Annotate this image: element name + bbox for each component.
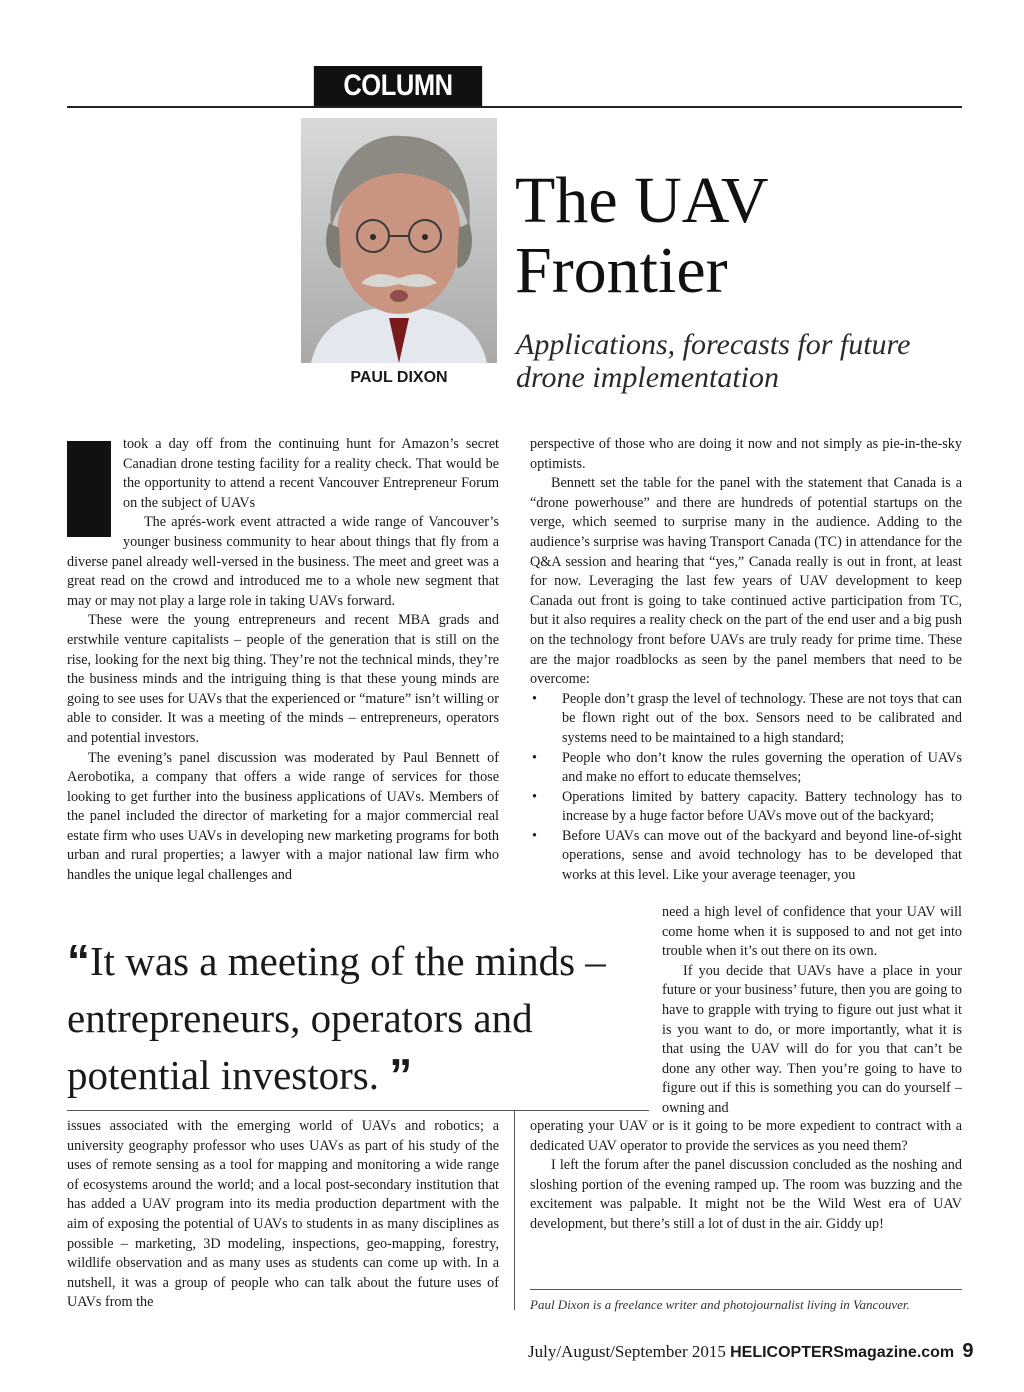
bio-rule (530, 1289, 962, 1290)
body-left-column-lower (67, 1117, 499, 1313)
author-bio: Paul Dixon is a freelance writer and photojournalist living in Vancouver. (530, 1297, 910, 1312)
subtitle-line-2: drone implementation (516, 361, 780, 394)
paragraph: operating your UAV or is it going to be more expedient to contract with a dedicated UAV operator to provide the services as you need them? (530, 1118, 962, 1154)
body-right-column-continued (662, 903, 962, 1119)
paragraph: Bennett set the table for the panel with the statement that Canada is a “drone powerhouse” and there are hundreds of potential startups on the verge, which seemed to surprise many in the audience. Adding to the audience’s surprise was having Transport Canada (TC) in attendance for the Q&A session and hearing that “yes,” Canada really is out in front, at least for now. Leveraging the last few years of UAV development to keep Canada out front is going to take continued active participation from TC, but it also requires a reality check on the part of the end user and a big push on the technology front before UAVs are truly ready for prime time. These are the major roadblocks as seen by the panel members that need to be overcome: (530, 475, 962, 688)
list-item: • People don’t grasp the level of technology. These are not toys that can be flown right out of the box. Sensors need to be calibrated and systems need to be maintained to a high standard; (530, 690, 962, 749)
author-name: PAUL DIXON (350, 369, 448, 386)
list-item: • Before UAVs can move out of the backyard and beyond line-of-sight operations, sense and avoid technology has to be developed that works at this level. Like your average teenager, you (530, 827, 962, 886)
pull-quote (67, 933, 627, 1104)
paragraph: These were the young entrepreneurs and recent MBA grads and erstwhile venture capitalists – people of the generation that is still on the rise, looking for the next big thing. They’re not the technical minds, they’re the business minds and the intriguing thing is that these young minds are going to see uses for UAVs that the experienced or “mature” isn’t willing or able to consider. It was a meeting of the minds – entrepreneurs, operators and potential investors. (67, 612, 499, 746)
body-right-column-lower (530, 1117, 962, 1235)
drop-cap (67, 441, 111, 537)
list-item: • People who don’t know the rules governing the operation of UAVs and make no effort to educate themselves; (530, 749, 962, 788)
paragraph: The aprés-work event attracted a wide range of Vancouver’s younger business community to hear about things that fly from a diverse panel already well-versed in the business. The meet and greet was a great read on the crowd and introduced me to a whole new segment that may or may not play a large role in taking UAVs forward. (67, 514, 499, 609)
pull-quote-rule (67, 1110, 649, 1111)
body-left-column (67, 435, 499, 886)
portrait-illustration (301, 118, 497, 363)
page-number: 9 (962, 1340, 974, 1362)
paragraph: perspective of those who are doing it now and not simply as pie-in-the-sky optimists. (530, 436, 962, 472)
subtitle-line-1: Applications, forecasts for future (516, 328, 911, 361)
section-label: COLUMN (314, 66, 482, 106)
title-line-1: The UAV (515, 164, 769, 237)
paragraph: took a day off from the continuing hunt for Amazon’s secret Canadian drone testing facility for a reality check. That would be the opportunity to attend a recent Vancouver Entrepreneur Forum on the subject of UAVs (123, 436, 499, 511)
header-rule (67, 106, 962, 108)
page-footer (528, 1340, 974, 1363)
paragraph: need a high level of confidence that your UAV will come home when it is supposed to and not get into trouble when it’s out there on its own. (662, 904, 962, 960)
magazine-url[interactable]: HELICOPTERSmagazine.com (730, 1344, 955, 1361)
list-item: • Operations limited by battery capacity. Battery technology has to increase by a huge factor before UAVs move out of the backyard; (530, 788, 962, 827)
issue-date: July/August/September 2015 (528, 1342, 726, 1361)
author-photo (301, 118, 497, 363)
pull-quote-text: It was a meeting of the minds – entrepreneurs, operators and potential investors. (67, 938, 606, 1098)
article-title (515, 166, 955, 306)
paragraph: issues associated with the emerging world of UAVs and robotics; a university geography professor who uses UAVs as part of his study of the uses of remote sensing as a tool for mapping and monitoring a wide range of ecosystems around the world; and a local post-secondary institution that has added a UAV program into its media production department with the aim of exposing the potential of UAVs to students in as many disciplines as possible – marketing, 3D modeling, inspections, geo-mapping, forestry, wildlife observation and as many uses as students can come up with. In a nutshell, it was a group of people who can talk about the future uses of UAVs from the (67, 1118, 499, 1311)
roadblock-list (530, 690, 962, 886)
paragraph: The evening’s panel discussion was moderated by Paul Bennett of Aerobotika, a company that offers a wide range of services for those looking to get further into the business applications of UAVs. Members of the panel included the director of marketing for a major commercial real estate firm who uses UAVs in developing new marketing programs for both urban and rural properties; a lawyer with a major national law firm who handles the unique legal challenges and (67, 749, 499, 884)
paragraph: I left the forum after the panel discussion concluded as the noshing and sloshing portion of the evening ramped up. The room was buzzing and the excitement was palpable. It might not be the Wild West era of UAV development, but there’s still a lot of dust in the air. Giddy up! (530, 1157, 962, 1232)
article-subtitle (516, 328, 956, 394)
column-divider (514, 1110, 515, 1310)
open-quote-mark: “ (67, 935, 90, 987)
body-right-column (530, 435, 962, 886)
close-quote-mark: ” (389, 1049, 413, 1101)
title-line-2: Frontier (515, 234, 728, 307)
paragraph: If you decide that UAVs have a place in your future or your business’ future, then you are going to have to grapple with trying to figure out just what it is you want to do, or more importantly, what it is that using the UAV will do for you that can’t be done any other way. Then you’re going to have to figure out if this is something you can do yourself – owning and (662, 962, 962, 1116)
